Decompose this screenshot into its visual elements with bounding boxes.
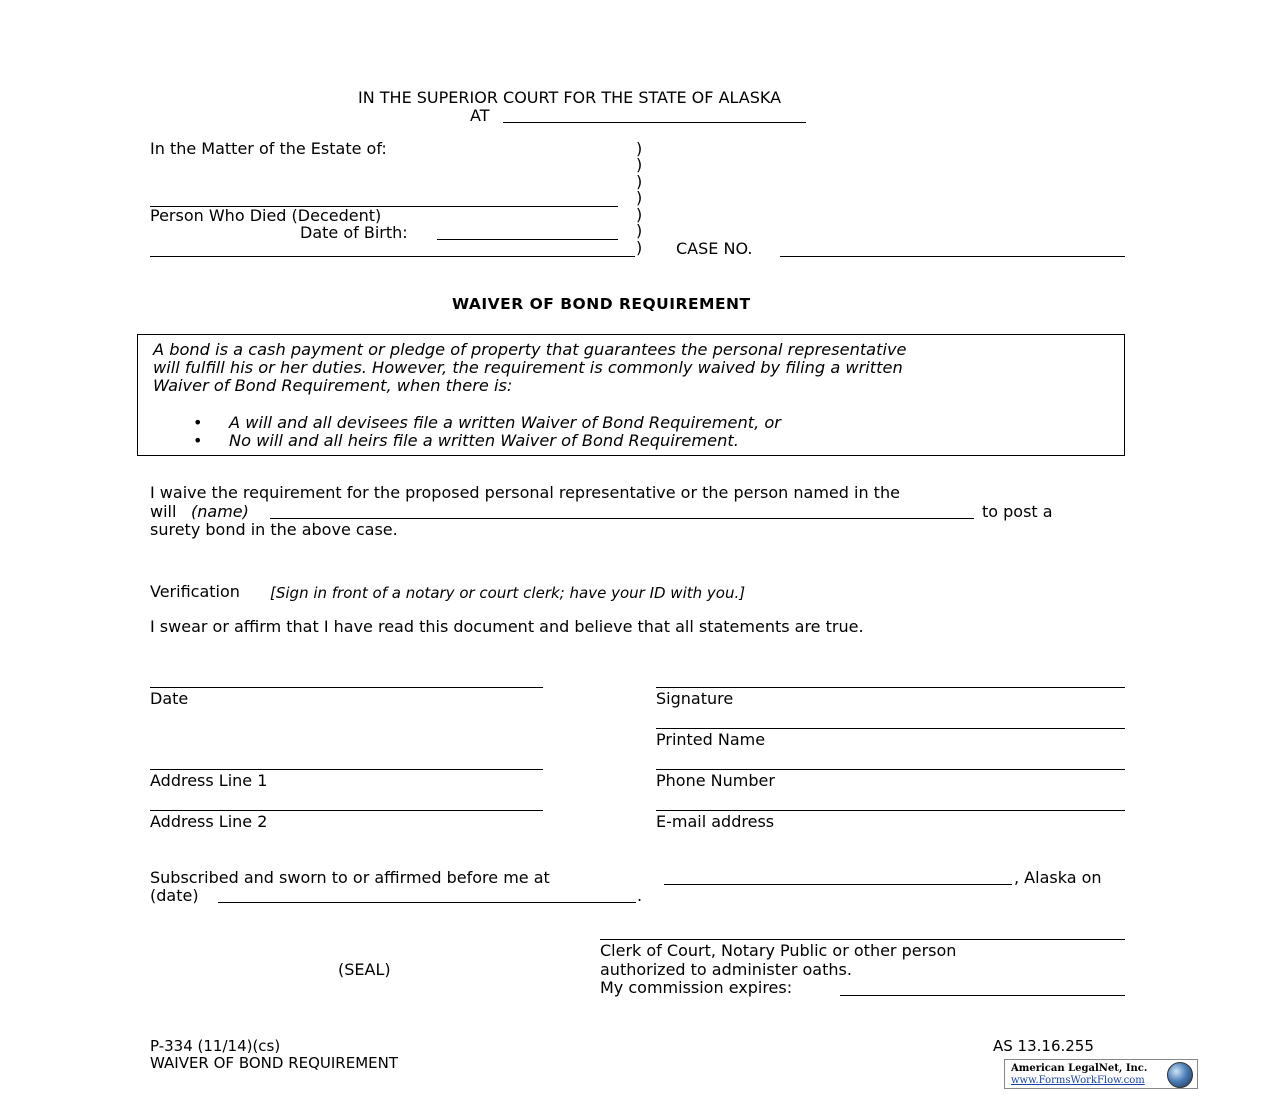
- caption-bottom-rule: [150, 256, 635, 257]
- waiver-to-post: to post a: [982, 502, 1053, 521]
- email-address-field[interactable]: [656, 810, 1125, 811]
- court-heading: IN THE SUPERIOR COURT FOR THE STATE OF ALASKA: [358, 88, 782, 107]
- decedent-label: Person Who Died (Decedent): [150, 206, 382, 225]
- caption-paren: ): [636, 221, 643, 240]
- bond-notice-box: [137, 334, 1125, 456]
- official-title-line: authorized to administer oaths.: [600, 960, 852, 979]
- representative-name-field[interactable]: [270, 518, 974, 519]
- notice-line: will fulfill his or her duties. However, the requirement is commonly waived by filing a written: [153, 358, 903, 377]
- document-title: WAIVER OF BOND REQUIREMENT: [452, 295, 751, 313]
- caption-paren: ): [636, 139, 643, 158]
- court-location-label: AT: [470, 106, 490, 125]
- american-legalnet-logo[interactable]: [1004, 1059, 1198, 1089]
- email-address-label: E-mail address: [656, 812, 775, 831]
- address-line-1-field[interactable]: [150, 769, 543, 770]
- bullet-icon: •: [193, 431, 203, 450]
- address-line-2-label: Address Line 2: [150, 812, 268, 831]
- caption-paren: ): [636, 238, 643, 257]
- verification-label: Verification: [150, 582, 240, 601]
- printed-name-label: Printed Name: [656, 730, 766, 749]
- caption-paren: ): [636, 205, 643, 224]
- notice-bullet-no-will: No will and all heirs file a written Waiver of Bond Requirement.: [229, 431, 739, 450]
- phone-number-field[interactable]: [656, 769, 1125, 770]
- jurat-location-field[interactable]: [664, 884, 1012, 885]
- form-title-footer: WAIVER OF BOND REQUIREMENT: [150, 1054, 399, 1072]
- globe-icon: [1167, 1062, 1193, 1088]
- waiver-name-hint: (name): [191, 502, 249, 521]
- seal-label: (SEAL): [338, 960, 391, 979]
- oath-statement: I swear or affirm that I have read this document and believe that all statements are true.: [150, 617, 864, 636]
- caption-paren: ): [636, 188, 643, 207]
- caption-paren: ): [636, 172, 643, 191]
- statute-reference: AS 13.16.255: [993, 1037, 1094, 1055]
- date-of-birth-field[interactable]: [437, 239, 618, 240]
- jurat-text: Subscribed and sworn to or affirmed before me at: [150, 868, 550, 887]
- jurat-date-field[interactable]: [218, 902, 636, 903]
- printed-name-field[interactable]: [656, 728, 1125, 729]
- phone-number-label: Phone Number: [656, 771, 775, 790]
- date-field[interactable]: [150, 687, 543, 688]
- official-signature-field[interactable]: [600, 939, 1125, 940]
- estate-matter-label: In the Matter of the Estate of:: [150, 139, 387, 158]
- commission-expires-label: My commission expires:: [600, 978, 793, 997]
- signature-label: Signature: [656, 689, 734, 708]
- logo-website-link[interactable]: www.FormsWorkFlow.com: [1011, 1075, 1145, 1086]
- jurat-date-label: (date): [150, 886, 199, 905]
- notice-line: A bond is a cash payment or pledge of property that guarantees the personal representative: [153, 340, 907, 359]
- case-number-label: CASE NO.: [676, 239, 753, 258]
- date-label: Date: [150, 689, 189, 708]
- bullet-icon: •: [193, 413, 203, 432]
- case-number-field[interactable]: [780, 256, 1125, 257]
- logo-company-name: American LegalNet, Inc.: [1011, 1063, 1148, 1074]
- commission-expires-field[interactable]: [840, 995, 1125, 996]
- signature-field[interactable]: [656, 687, 1125, 688]
- jurat-alaska-on: , Alaska on: [1014, 868, 1102, 887]
- waiver-text: I waive the requirement for the proposed personal representative or the person named in the: [150, 483, 900, 502]
- notice-line: Waiver of Bond Requirement, when there is:: [153, 376, 513, 395]
- form-code: P-334 (11/14)(cs): [150, 1037, 281, 1055]
- notice-bullet-will: A will and all devisees file a written Waiver of Bond Requirement, or: [229, 413, 781, 432]
- caption-paren: ): [636, 155, 643, 174]
- court-location-field[interactable]: [503, 122, 806, 123]
- waiver-will-label: will: [150, 502, 177, 521]
- waiver-text: surety bond in the above case.: [150, 520, 398, 539]
- official-title-line: Clerk of Court, Notary Public or other person: [600, 941, 957, 960]
- jurat-period: .: [637, 886, 643, 905]
- address-line-2-field[interactable]: [150, 810, 543, 811]
- date-of-birth-label: Date of Birth:: [300, 223, 408, 242]
- verification-instruction: [Sign in front of a notary or court clerk; have your ID with you.]: [270, 584, 746, 602]
- address-line-1-label: Address Line 1: [150, 771, 268, 790]
